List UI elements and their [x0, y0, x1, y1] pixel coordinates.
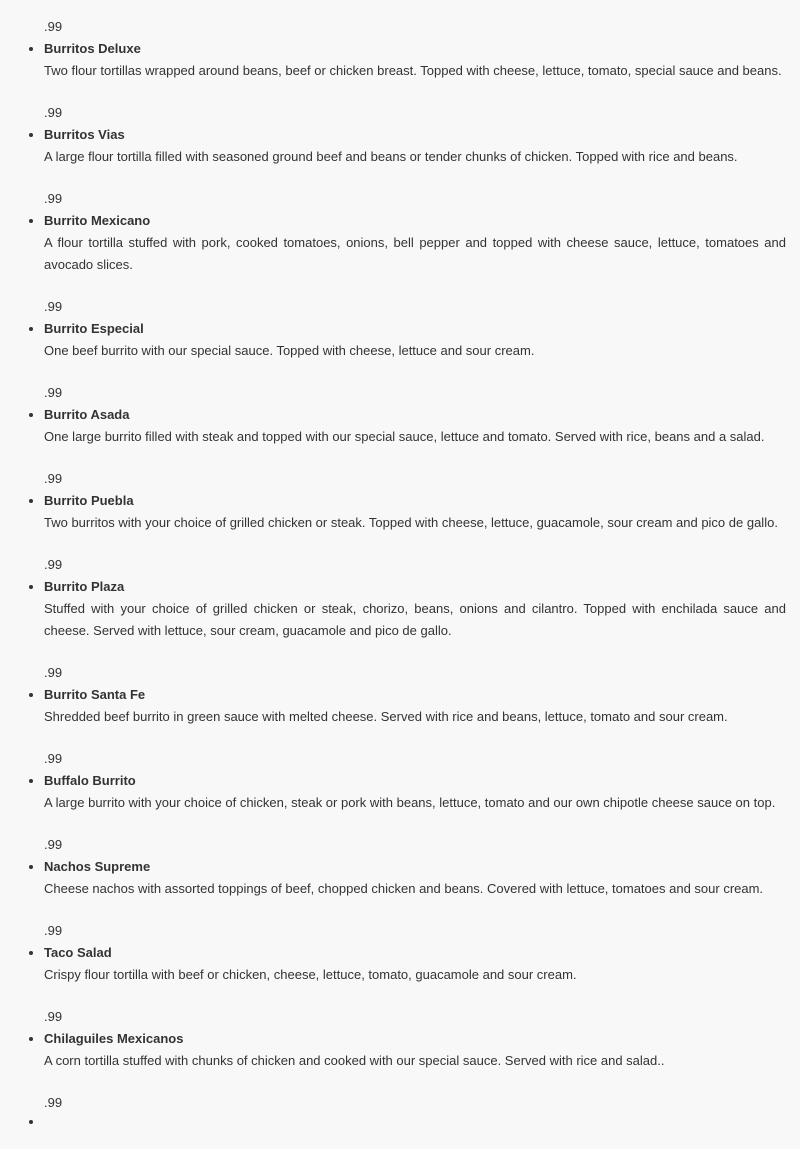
- menu-item: [44, 38, 786, 82]
- menu-entry: [0, 296, 800, 382]
- item-description: Cheese nachos with assorted toppings of beef, chopped chicken and beans. Covered with lettuce, tomatoes and sour cream.: [44, 881, 764, 896]
- menu-entry: [0, 554, 800, 662]
- menu-entry: [0, 102, 800, 188]
- item-price: .99: [44, 665, 63, 680]
- item-price: .99: [44, 19, 63, 34]
- item-name: • Burrito Mexicano: [44, 213, 151, 228]
- item-description: Shredded beef burrito in green sauce with melted cheese. Served with rice and beans, lettuce, tomato and sour cream.: [44, 709, 728, 724]
- menu-entry: [0, 382, 800, 468]
- menu-item: [44, 770, 786, 814]
- menu-item: [44, 210, 786, 276]
- item-name: • Burrito Especial: [44, 321, 144, 336]
- menu-entry: [0, 188, 800, 296]
- item-price: .99: [44, 471, 63, 486]
- item-name: • Burritos Vias: [44, 127, 125, 142]
- item-price: .99: [44, 385, 63, 400]
- item-price: .99: [44, 105, 63, 120]
- item-name: • Burritos Deluxe: [44, 41, 141, 56]
- menu-entry: [0, 662, 800, 748]
- item-name: • Burrito Asada: [44, 407, 130, 422]
- menu-item: [44, 404, 786, 448]
- menu-entry: [0, 834, 800, 920]
- menu-entry: [0, 16, 800, 102]
- item-price: .99: [44, 557, 63, 572]
- item-description: A large burrito with your choice of chicken, steak or pork with beans, lettuce, tomato and our own chipotle cheese sauce on top.: [44, 795, 776, 810]
- item-name: • Chilaguiles Mexicanos: [44, 1031, 184, 1046]
- item-price: .99: [44, 837, 63, 852]
- item-name: • Nachos Supreme: [44, 859, 151, 874]
- item-price: .99: [44, 299, 63, 314]
- item-price: .99: [44, 1009, 63, 1024]
- menu-item: [44, 1028, 786, 1072]
- item-description: A corn tortilla stuffed with chunks of chicken and cooked with our special sauce. Served with rice and salad..: [44, 1053, 665, 1068]
- menu-entry: [0, 748, 800, 834]
- menu-item: [44, 490, 786, 534]
- item-price: .99: [44, 191, 63, 206]
- menu-item: [44, 856, 786, 900]
- item-description: A large flour tortilla filled with seasoned ground beef and beans or tender chunks of chicken. Topped with rice and beans.: [44, 149, 738, 164]
- item-price: .99: [44, 1095, 63, 1110]
- item-description: Two burritos with your choice of grilled chicken or steak. Topped with cheese, lettuce, guacamole, sour cream and pico de gallo.: [44, 515, 778, 530]
- item-name: • Burrito Santa Fe: [44, 687, 146, 702]
- item-name: • Buffalo Burrito: [44, 773, 136, 788]
- item-name: • Burrito Plaza: [44, 579, 125, 594]
- item-name: • Taco Salad: [44, 945, 112, 960]
- item-price: .99: [44, 923, 63, 938]
- item-description: One large burrito filled with steak and topped with our special sauce, lettuce and tomato. Served with rice, beans and a salad.: [44, 429, 765, 444]
- item-description: Crispy flour tortilla with beef or chicken, cheese, lettuce, tomato, guacamole and sour cream.: [44, 967, 577, 982]
- menu-item: [44, 318, 786, 362]
- item-description: Two flour tortillas wrapped around beans, beef or chicken breast. Topped with cheese, lettuce, tomato, special sauce and beans.: [44, 63, 782, 78]
- item-description: Stuffed with your choice of grilled chicken or steak, chorizo, beans, onions and cilantro. Topped with enchilada sauce and cheese. Served with lettuce, sour cream, guacamole and pico de gallo.: [44, 601, 786, 638]
- item-price: .99: [44, 751, 63, 766]
- item-description: One beef burrito with our special sauce. Topped with cheese, lettuce and sour cream.: [44, 343, 535, 358]
- menu-entry: [0, 920, 800, 1006]
- menu-item: [44, 942, 786, 986]
- item-name: • Burrito Puebla: [44, 493, 134, 508]
- menu-item: [44, 684, 786, 728]
- menu-item: [44, 576, 786, 642]
- menu-item: [44, 1114, 786, 1129]
- menu-entry: [0, 468, 800, 554]
- item-description: A flour tortilla stuffed with pork, cooked tomatoes, onions, bell pepper and topped with cheese sauce, lettuce, tomatoes and avocado slices.: [44, 235, 786, 272]
- menu-entry: [0, 1006, 800, 1092]
- menu-item: [44, 124, 786, 168]
